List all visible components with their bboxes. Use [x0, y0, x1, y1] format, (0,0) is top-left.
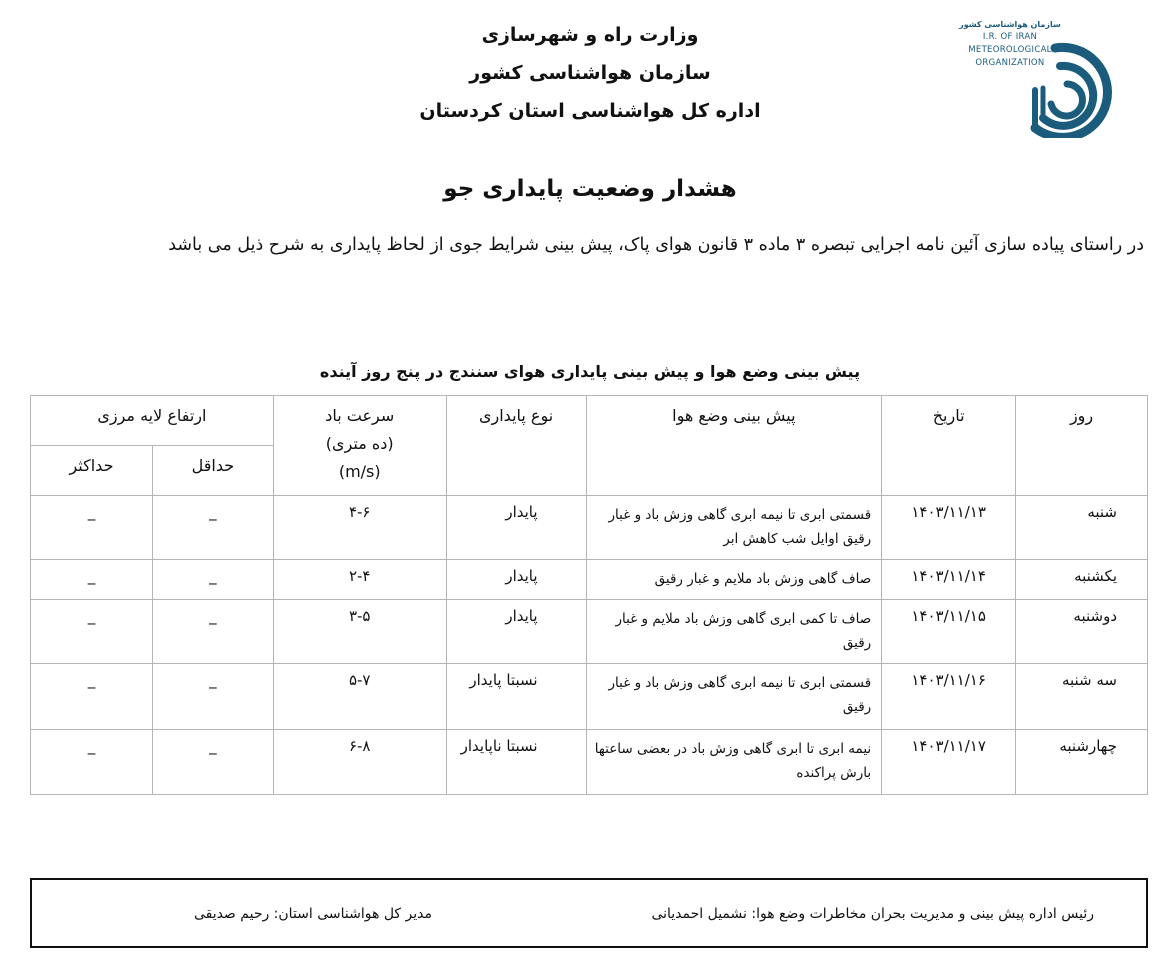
- cell-date: ۱۴۰۳/۱۱/۱۳: [882, 496, 1016, 560]
- table-row: [31, 560, 1148, 600]
- logo-spiral-icon: [955, 18, 1125, 138]
- cell-min: _: [152, 600, 273, 664]
- table-title: پیش بینی وضع هوا و پیش بینی پایداری هوای سنندج در پنج روز آینده: [319, 362, 861, 381]
- cell-stability: نسبتا پایدار: [446, 664, 586, 730]
- cell-stability: نسبتا ناپایدار: [446, 730, 586, 795]
- logo-text-en-2: METEOROLOGICAL: [968, 45, 1052, 55]
- header-date: تاریخ: [882, 396, 1016, 496]
- cell-wind: ۳-۵: [273, 600, 446, 664]
- cell-min: _: [152, 664, 273, 730]
- cell-max: _: [31, 600, 153, 664]
- header-stability: نوع پایداری: [446, 396, 586, 496]
- table-row: [31, 730, 1148, 795]
- header-wind-line1: سرعت باد: [325, 406, 395, 425]
- cell-wind: ۵-۷: [273, 664, 446, 730]
- cell-stability: پایدار: [446, 560, 586, 600]
- cell-day: دوشنبه: [1016, 600, 1148, 664]
- page-title: هشدار وضعیت پایداری جو: [443, 176, 737, 202]
- header-wind-line2: (ده متری): [325, 434, 394, 453]
- cell-max: _: [31, 730, 153, 795]
- cell-weather: صاف تا کمی ابری گاهی وزش باد ملایم و غبار رقیق: [586, 600, 882, 664]
- cell-day: چهارشنبه: [1016, 730, 1148, 795]
- table-row: [31, 600, 1148, 664]
- logo-text-en-1: I.R. OF IRAN: [982, 32, 1038, 42]
- signature-footer: [30, 878, 1148, 948]
- intro-paragraph: در راستای پیاده سازی آئین نامه اجرایی تبصره ۳ ماده ۳ قانون هوای پاک، پیش بینی شرایط جوی از لحاظ پایداری به شرح ذیل می باشد: [168, 235, 1144, 255]
- cell-weather: نیمه ابری تا ابری گاهی وزش باد در بعضی ساعتها بارش پراکنده: [586, 730, 882, 795]
- cell-date: ۱۴۰۳/۱۱/۱۷: [882, 730, 1016, 795]
- header-min: حداقل: [152, 446, 273, 496]
- cell-day: سه شنبه: [1016, 664, 1148, 730]
- cell-stability: پایدار: [446, 600, 586, 664]
- cell-wind: ۲-۴: [273, 560, 446, 600]
- header-day: روز: [1016, 396, 1148, 496]
- provincial-director: مدیر کل هواشناسی استان: رحیم صدیقی: [193, 906, 432, 922]
- cell-date: ۱۴۰۳/۱۱/۱۶: [882, 664, 1016, 730]
- cell-weather: قسمتی ابری تا نیمه ابری گاهی وزش باد و غبار رقیق: [586, 664, 882, 730]
- cell-day: یکشنبه: [1016, 560, 1148, 600]
- header-weather: پیش بینی وضع هوا: [586, 396, 882, 496]
- forecast-table: [30, 395, 1148, 795]
- cell-stability: پایدار: [446, 496, 586, 560]
- header-wind: [273, 396, 446, 496]
- ministry-name: وزارت راه و شهرسازی: [481, 24, 699, 46]
- logo-text-en-3: ORGANIZATION: [975, 58, 1045, 68]
- cell-day: شنبه: [1016, 496, 1148, 560]
- cell-min: _: [152, 730, 273, 795]
- cell-max: _: [31, 664, 153, 730]
- cell-date: ۱۴۰۳/۱۱/۱۵: [882, 600, 1016, 664]
- logo-text-fa: سازمان هواشناسی کشور: [959, 20, 1061, 29]
- header-wind-line3: (m/s): [338, 462, 381, 481]
- meteorological-organization-logo: [955, 18, 1125, 138]
- cell-max: _: [31, 496, 153, 560]
- cell-min: _: [152, 560, 273, 600]
- cell-min: _: [152, 496, 273, 560]
- header-max: حداکثر: [31, 446, 153, 496]
- department-name: اداره کل هواشناسی استان کردستان: [419, 100, 761, 122]
- table-row: [31, 496, 1148, 560]
- organization-name: سازمان هواشناسی کشور: [469, 62, 711, 84]
- cell-wind: ۶-۸: [273, 730, 446, 795]
- header-boundary-layer: ارتفاع لایه مرزی: [31, 396, 274, 446]
- cell-weather: صاف گاهی وزش باد ملایم و غبار رقیق: [586, 560, 882, 600]
- cell-weather: قسمتی ابری تا نیمه ابری گاهی وزش باد و غبار رقیق اوایل شب کاهش ابر: [586, 496, 882, 560]
- cell-date: ۱۴۰۳/۱۱/۱۴: [882, 560, 1016, 600]
- cell-max: _: [31, 560, 153, 600]
- cell-wind: ۴-۶: [273, 496, 446, 560]
- hazard-department-head: رئیس اداره پیش بینی و مدیریت بحران مخاطرات وضع هوا: نشمیل احمدیانی: [651, 906, 1094, 922]
- table-row: [31, 664, 1148, 730]
